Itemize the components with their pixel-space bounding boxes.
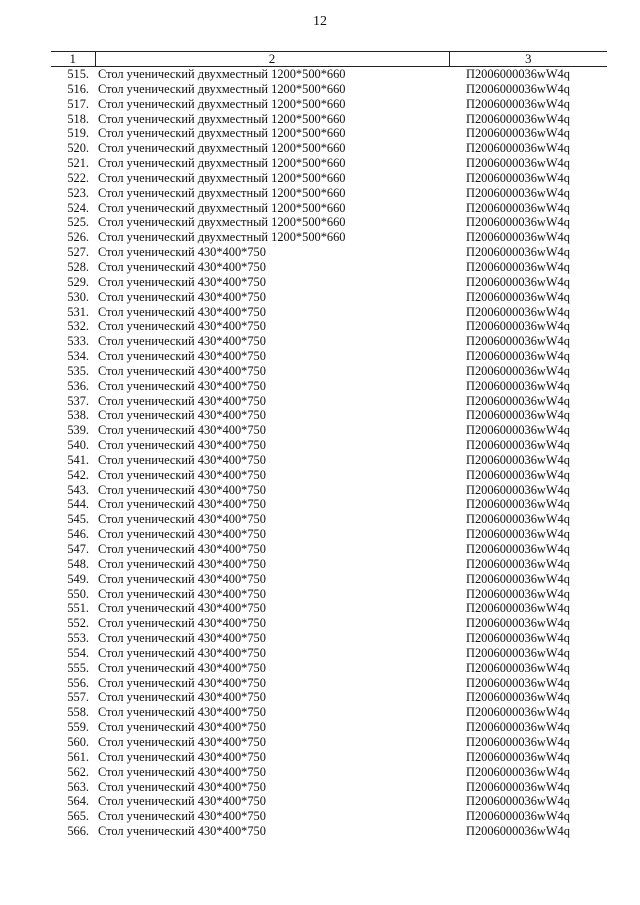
table-row bbox=[51, 809, 607, 824]
inventory-code: П2006000036wW4q bbox=[466, 230, 570, 245]
row-number: 538. bbox=[67, 408, 89, 423]
row-number: 515. bbox=[67, 67, 89, 81]
item-name: Стол ученический 430*400*750 bbox=[98, 675, 266, 690]
row-number: 562. bbox=[67, 764, 89, 779]
row-number: 554. bbox=[67, 645, 89, 660]
row-number: 527. bbox=[67, 245, 89, 260]
inventory-code: П2006000036wW4q bbox=[466, 245, 570, 260]
column-header-2: 2 bbox=[95, 52, 449, 67]
inventory-code: П2006000036wW4q bbox=[466, 259, 570, 274]
row-number: 556. bbox=[67, 675, 89, 690]
inventory-code: П2006000036wW4q bbox=[466, 378, 570, 393]
row-number: 523. bbox=[67, 185, 89, 200]
row-number: 516. bbox=[67, 81, 89, 96]
item-name: Стол ученический 430*400*750 bbox=[98, 749, 266, 764]
table-row bbox=[51, 82, 607, 97]
row-number: 566. bbox=[67, 824, 89, 839]
row-number: 522. bbox=[67, 170, 89, 185]
table-row bbox=[51, 201, 607, 216]
row-number: 553. bbox=[67, 631, 89, 646]
table-row bbox=[51, 215, 607, 230]
table-row bbox=[51, 67, 607, 82]
table-row bbox=[51, 705, 607, 720]
item-name: Стол ученический 430*400*750 bbox=[98, 601, 266, 616]
item-name: Стол ученический двухместный 1200*500*660 bbox=[98, 230, 346, 245]
item-name: Стол ученический двухместный 1200*500*660 bbox=[98, 185, 346, 200]
table-row bbox=[51, 720, 607, 735]
table-row bbox=[51, 735, 607, 750]
table-row bbox=[51, 126, 607, 141]
row-number: 542. bbox=[67, 467, 89, 482]
item-name: Стол ученический 430*400*750 bbox=[98, 438, 266, 453]
item-name: Стол ученический 430*400*750 bbox=[98, 497, 266, 512]
row-number: 539. bbox=[67, 423, 89, 438]
table-row bbox=[51, 468, 607, 483]
row-number: 517. bbox=[67, 96, 89, 111]
inventory-code: П2006000036wW4q bbox=[466, 794, 570, 809]
row-number: 519. bbox=[67, 126, 89, 141]
inventory-code: П2006000036wW4q bbox=[466, 705, 570, 720]
table-row bbox=[51, 230, 607, 245]
inventory-code: П2006000036wW4q bbox=[466, 720, 570, 735]
inventory-code: П2006000036wW4q bbox=[466, 334, 570, 349]
table-row bbox=[51, 171, 607, 186]
table-row bbox=[51, 572, 607, 587]
row-number: 564. bbox=[67, 794, 89, 809]
inventory-code: П2006000036wW4q bbox=[466, 423, 570, 438]
item-name: Стол ученический двухместный 1200*500*660 bbox=[98, 156, 346, 171]
table-row bbox=[51, 824, 607, 839]
item-name: Стол ученический 430*400*750 bbox=[98, 319, 266, 334]
table-row bbox=[51, 156, 607, 171]
table-row bbox=[51, 408, 607, 423]
item-name: Стол ученический 430*400*750 bbox=[98, 645, 266, 660]
table-row bbox=[51, 394, 607, 409]
table-row bbox=[51, 483, 607, 498]
item-name: Стол ученический 430*400*750 bbox=[98, 571, 266, 586]
item-name: Стол ученический 430*400*750 bbox=[98, 631, 266, 646]
table-header-row bbox=[51, 52, 607, 67]
inventory-code: П2006000036wW4q bbox=[466, 156, 570, 171]
table-row bbox=[51, 587, 607, 602]
inventory-code: П2006000036wW4q bbox=[466, 556, 570, 571]
row-number: 545. bbox=[67, 512, 89, 527]
item-name: Стол ученический 430*400*750 bbox=[98, 378, 266, 393]
row-number: 525. bbox=[67, 215, 89, 230]
inventory-code: П2006000036wW4q bbox=[466, 482, 570, 497]
row-number: 565. bbox=[67, 809, 89, 824]
table-row bbox=[51, 319, 607, 334]
table-row bbox=[51, 780, 607, 795]
inventory-code: П2006000036wW4q bbox=[466, 67, 570, 81]
item-name: Стол ученический двухместный 1200*500*660 bbox=[98, 141, 346, 156]
item-name: Стол ученический 430*400*750 bbox=[98, 794, 266, 809]
inventory-code: П2006000036wW4q bbox=[466, 452, 570, 467]
row-number: 528. bbox=[67, 259, 89, 274]
inventory-code: П2006000036wW4q bbox=[466, 824, 570, 839]
row-number: 559. bbox=[67, 720, 89, 735]
table-row bbox=[51, 750, 607, 765]
row-number: 536. bbox=[67, 378, 89, 393]
row-number: 563. bbox=[67, 779, 89, 794]
row-number: 529. bbox=[67, 274, 89, 289]
item-name: Стол ученический 430*400*750 bbox=[98, 734, 266, 749]
item-name: Стол ученический 430*400*750 bbox=[98, 259, 266, 274]
item-name: Стол ученический двухместный 1200*500*660 bbox=[98, 126, 346, 141]
table-row bbox=[51, 631, 607, 646]
inventory-code: П2006000036wW4q bbox=[466, 408, 570, 423]
inventory-code: П2006000036wW4q bbox=[466, 690, 570, 705]
row-number: 531. bbox=[67, 304, 89, 319]
item-name: Стол ученический 430*400*750 bbox=[98, 824, 266, 839]
row-number: 558. bbox=[67, 705, 89, 720]
inventory-code: П2006000036wW4q bbox=[466, 467, 570, 482]
inventory-code: П2006000036wW4q bbox=[466, 616, 570, 631]
item-name: Стол ученический 430*400*750 bbox=[98, 289, 266, 304]
table-row bbox=[51, 141, 607, 156]
inventory-code: П2006000036wW4q bbox=[466, 170, 570, 185]
row-number: 551. bbox=[67, 601, 89, 616]
row-number: 530. bbox=[67, 289, 89, 304]
item-name: Стол ученический 430*400*750 bbox=[98, 393, 266, 408]
row-number: 524. bbox=[67, 200, 89, 215]
item-name: Стол ученический двухместный 1200*500*660 bbox=[98, 81, 346, 96]
row-number: 546. bbox=[67, 527, 89, 542]
item-name: Стол ученический 430*400*750 bbox=[98, 809, 266, 824]
table-row bbox=[51, 349, 607, 364]
item-name: Стол ученический 430*400*750 bbox=[98, 467, 266, 482]
table-row bbox=[51, 379, 607, 394]
item-name: Стол ученический 430*400*750 bbox=[98, 542, 266, 556]
inventory-code: П2006000036wW4q bbox=[466, 571, 570, 586]
table-row bbox=[51, 497, 607, 512]
inventory-code: П2006000036wW4q bbox=[466, 512, 570, 527]
item-name: Стол ученический 430*400*750 bbox=[98, 245, 266, 260]
table-row bbox=[51, 275, 607, 290]
row-number: 535. bbox=[67, 363, 89, 378]
row-number: 520. bbox=[67, 141, 89, 156]
table-row bbox=[51, 601, 607, 616]
row-number: 555. bbox=[67, 660, 89, 675]
inventory-code: П2006000036wW4q bbox=[466, 586, 570, 601]
table-row bbox=[51, 676, 607, 691]
row-number: 544. bbox=[67, 497, 89, 512]
inventory-code: П2006000036wW4q bbox=[466, 660, 570, 675]
table-row bbox=[51, 512, 607, 527]
inventory-code: П2006000036wW4q bbox=[466, 141, 570, 156]
inventory-code: П2006000036wW4q bbox=[466, 111, 570, 126]
item-name: Стол ученический 430*400*750 bbox=[98, 764, 266, 779]
item-name: Стол ученический 430*400*750 bbox=[98, 274, 266, 289]
inventory-code: П2006000036wW4q bbox=[466, 274, 570, 289]
inventory-code: П2006000036wW4q bbox=[466, 631, 570, 646]
item-name: Стол ученический 430*400*750 bbox=[98, 720, 266, 735]
inventory-code: П2006000036wW4q bbox=[466, 393, 570, 408]
inventory-code: П2006000036wW4q bbox=[466, 764, 570, 779]
item-name: Стол ученический 430*400*750 bbox=[98, 512, 266, 527]
table-row bbox=[51, 438, 607, 453]
item-name: Стол ученический 430*400*750 bbox=[98, 779, 266, 794]
inventory-code: П2006000036wW4q bbox=[466, 96, 570, 111]
item-name: Стол ученический двухместный 1200*500*660 bbox=[98, 215, 346, 230]
row-number: 518. bbox=[67, 111, 89, 126]
inventory-code: П2006000036wW4q bbox=[466, 497, 570, 512]
inventory-code: П2006000036wW4q bbox=[466, 542, 570, 556]
table-row bbox=[51, 97, 607, 112]
inventory-code: П2006000036wW4q bbox=[466, 438, 570, 453]
row-number: 521. bbox=[67, 156, 89, 171]
table-row bbox=[51, 290, 607, 305]
inventory-code: П2006000036wW4q bbox=[466, 749, 570, 764]
inventory-code: П2006000036wW4q bbox=[466, 304, 570, 319]
item-name: Стол ученический 430*400*750 bbox=[98, 616, 266, 631]
item-name: Стол ученический двухместный 1200*500*660 bbox=[98, 67, 346, 81]
inventory-code: П2006000036wW4q bbox=[466, 779, 570, 794]
row-number: 540. bbox=[67, 438, 89, 453]
inventory-code: П2006000036wW4q bbox=[466, 734, 570, 749]
table-row bbox=[51, 690, 607, 705]
inventory-code: П2006000036wW4q bbox=[466, 527, 570, 542]
table-row bbox=[51, 646, 607, 661]
table-row bbox=[51, 305, 607, 320]
row-number: 560. bbox=[67, 734, 89, 749]
item-name: Стол ученический 430*400*750 bbox=[98, 408, 266, 423]
page-number: 12 bbox=[313, 14, 327, 29]
table-row bbox=[51, 260, 607, 275]
item-name: Стол ученический 430*400*750 bbox=[98, 690, 266, 705]
item-name: Стол ученический двухместный 1200*500*660 bbox=[98, 200, 346, 215]
inventory-code: П2006000036wW4q bbox=[466, 215, 570, 230]
table-row bbox=[51, 245, 607, 260]
row-number: 548. bbox=[67, 556, 89, 571]
row-number: 537. bbox=[67, 393, 89, 408]
inventory-code: П2006000036wW4q bbox=[466, 645, 570, 660]
inventory-code: П2006000036wW4q bbox=[466, 809, 570, 824]
table-row bbox=[51, 661, 607, 676]
column-header-3: 3 bbox=[449, 52, 607, 67]
row-number: 526. bbox=[67, 230, 89, 245]
table-row bbox=[51, 616, 607, 631]
row-number: 543. bbox=[67, 482, 89, 497]
inventory-code: П2006000036wW4q bbox=[466, 319, 570, 334]
item-name: Стол ученический 430*400*750 bbox=[98, 586, 266, 601]
table-row bbox=[51, 794, 607, 809]
item-name: Стол ученический двухместный 1200*500*660 bbox=[98, 96, 346, 111]
row-number: 561. bbox=[67, 749, 89, 764]
table-row bbox=[51, 765, 607, 780]
item-name: Стол ученический 430*400*750 bbox=[98, 304, 266, 319]
inventory-code: П2006000036wW4q bbox=[466, 349, 570, 364]
item-name: Стол ученический 430*400*750 bbox=[98, 527, 266, 542]
inventory-code: П2006000036wW4q bbox=[466, 289, 570, 304]
table-row bbox=[51, 527, 607, 542]
row-number: 532. bbox=[67, 319, 89, 334]
table-row bbox=[51, 112, 607, 127]
inventory-code: П2006000036wW4q bbox=[466, 126, 570, 141]
item-name: Стол ученический 430*400*750 bbox=[98, 363, 266, 378]
inventory-code: П2006000036wW4q bbox=[466, 200, 570, 215]
inventory-code: П2006000036wW4q bbox=[466, 601, 570, 616]
row-number: 533. bbox=[67, 334, 89, 349]
table-row bbox=[51, 542, 607, 557]
table-row bbox=[51, 453, 607, 468]
item-name: Стол ученический 430*400*750 bbox=[98, 452, 266, 467]
item-name: Стол ученический 430*400*750 bbox=[98, 349, 266, 364]
column-header-1: 1 bbox=[51, 52, 95, 67]
item-name: Стол ученический 430*400*750 bbox=[98, 660, 266, 675]
row-number: 547. bbox=[67, 542, 89, 556]
inventory-code: П2006000036wW4q bbox=[466, 81, 570, 96]
item-name: Стол ученический 430*400*750 bbox=[98, 556, 266, 571]
table-row bbox=[51, 334, 607, 349]
item-name: Стол ученический 430*400*750 bbox=[98, 705, 266, 720]
table-row bbox=[51, 557, 607, 572]
table-row bbox=[51, 364, 607, 379]
row-number: 557. bbox=[67, 690, 89, 705]
inventory-table bbox=[51, 51, 607, 839]
row-number: 552. bbox=[67, 616, 89, 631]
row-number: 550. bbox=[67, 586, 89, 601]
table-row bbox=[51, 423, 607, 438]
inventory-code: П2006000036wW4q bbox=[466, 675, 570, 690]
inventory-code: П2006000036wW4q bbox=[466, 363, 570, 378]
row-number: 534. bbox=[67, 349, 89, 364]
item-name: Стол ученический 430*400*750 bbox=[98, 482, 266, 497]
table-row bbox=[51, 186, 607, 201]
item-name: Стол ученический 430*400*750 bbox=[98, 334, 266, 349]
row-number: 541. bbox=[67, 452, 89, 467]
row-number: 549. bbox=[67, 571, 89, 586]
inventory-code: П2006000036wW4q bbox=[466, 185, 570, 200]
item-name: Стол ученический двухместный 1200*500*660 bbox=[98, 111, 346, 126]
item-name: Стол ученический двухместный 1200*500*660 bbox=[98, 170, 346, 185]
item-name: Стол ученический 430*400*750 bbox=[98, 423, 266, 438]
